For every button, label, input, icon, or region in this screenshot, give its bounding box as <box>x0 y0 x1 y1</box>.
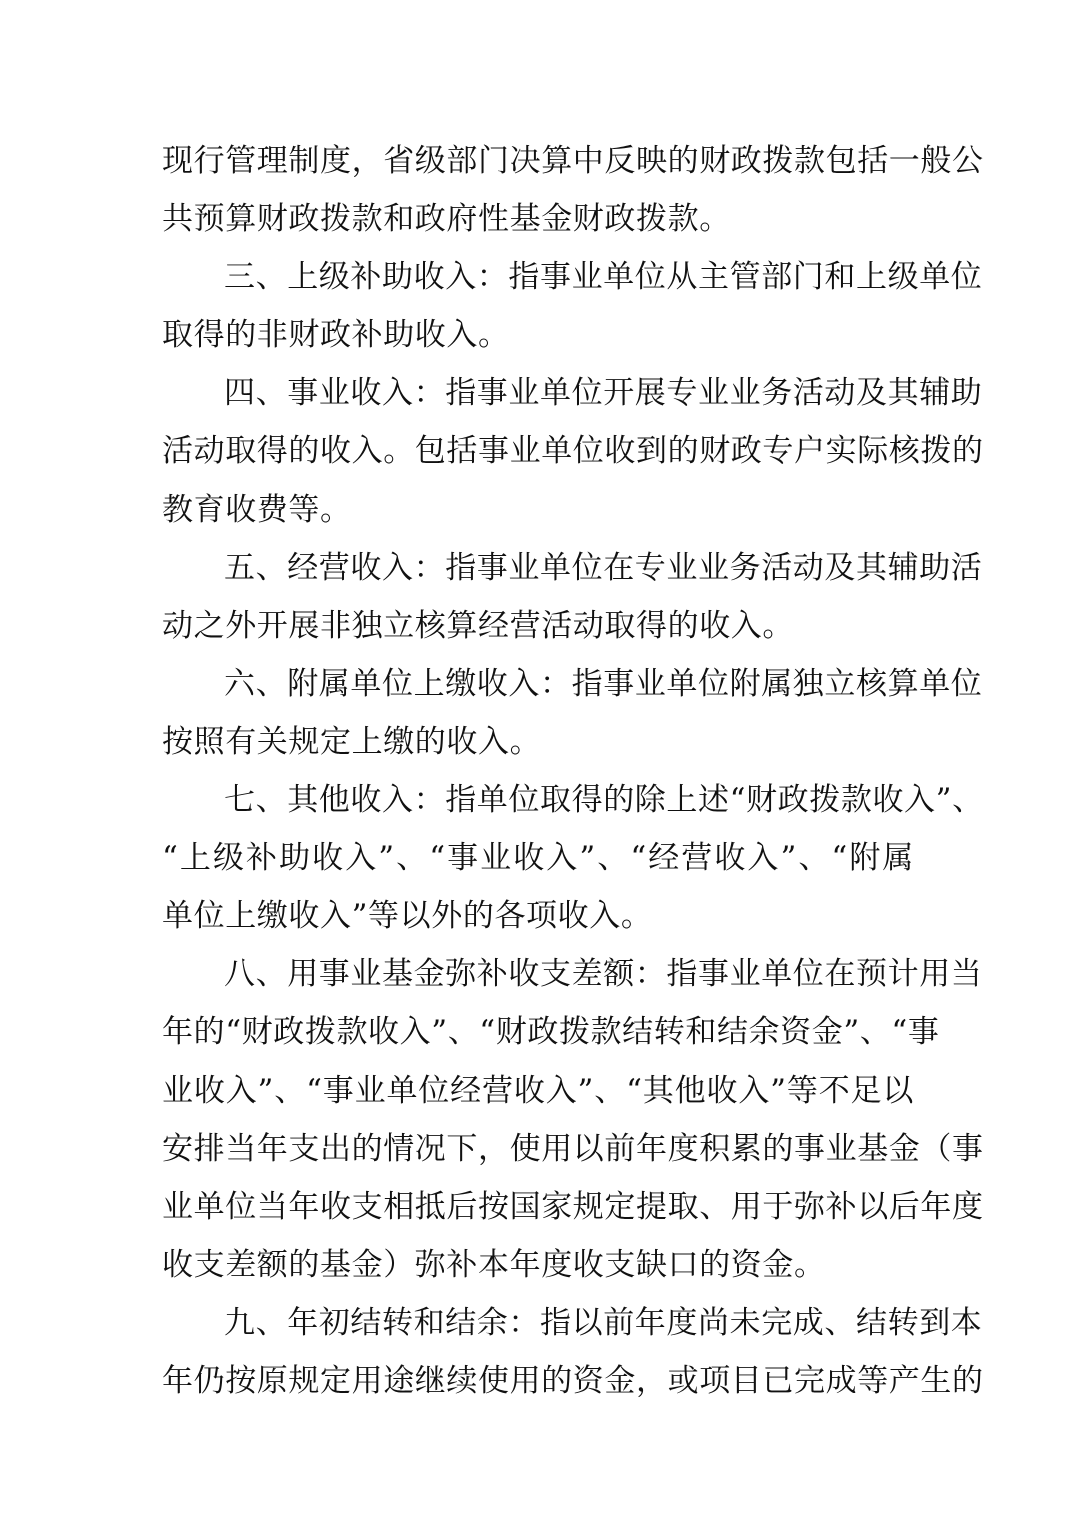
text-line: 业收入”、“事业单位经营收入”、“其他收入”等不足以 <box>162 1072 914 1109</box>
text-line: 活动取得的收入。包括事业单位收到的财政专户实际核拨的 <box>162 433 984 470</box>
paragraph-start-line: 六、附属单位上缴收入：指事业单位附属独立核算单位 <box>224 665 983 702</box>
text-line: “上级补助收入”、“事业收入”、“经营收入”、“附属 <box>162 840 914 877</box>
paragraph-start-line: 四、事业收入：指事业单位开展专业业务活动及其辅助 <box>224 375 983 412</box>
document-body <box>162 132 984 1410</box>
text-line: 单位上缴收入”等以外的各项收入。 <box>162 898 653 935</box>
text-line: 年的“财政拨款收入”、“财政拨款结转和结余资金”、“事 <box>162 1014 940 1051</box>
text-line: 取得的非财政补助收入。 <box>162 317 510 354</box>
paragraph-start-line: 七、其他收入：指单位取得的除上述“财政拨款收入”、 <box>224 782 984 819</box>
paragraph-start-line: 九、年初结转和结余：指以前年度尚未完成、结转到本 <box>224 1304 983 1341</box>
text-line: 年仍按原规定用途继续使用的资金，或项目已完成等产生的 <box>162 1362 984 1399</box>
text-line: 动之外开展非独立核算经营活动取得的收入。 <box>162 607 794 644</box>
text-line: 业单位当年收支相抵后按国家规定提取、用于弥补以后年度 <box>162 1188 984 1225</box>
text-line: 按照有关规定上缴的收入。 <box>162 723 542 760</box>
paragraph-start-line: 八、用事业基金弥补收支差额：指事业单位在预计用当 <box>224 956 983 993</box>
text-line: 教育收费等。 <box>162 491 352 528</box>
text-line: 安排当年支出的情况下，使用以前年度积累的事业基金（事 <box>162 1130 984 1167</box>
text-line: 收支差额的基金）弥补本年度收支缺口的资金。 <box>162 1246 826 1283</box>
text-line: 共预算财政拨款和政府性基金财政拨款。 <box>162 201 731 238</box>
paragraph-start-line: 三、上级补助收入：指事业单位从主管部门和上级单位 <box>224 259 983 296</box>
text-line: 现行管理制度，省级部门决算中反映的财政拨款包括一般公 <box>162 143 984 179</box>
paragraph-start-line: 五、经营收入：指事业单位在专业业务活动及其辅助活 <box>224 549 983 586</box>
